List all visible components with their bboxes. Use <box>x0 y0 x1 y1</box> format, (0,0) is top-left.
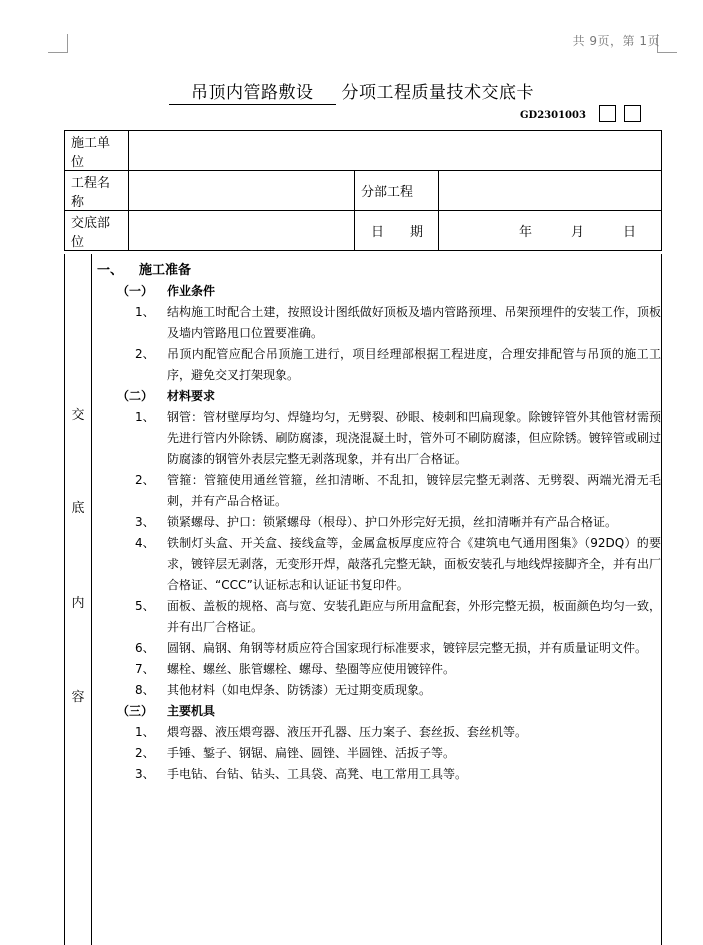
item-num: 2、 <box>135 746 155 760</box>
location-value[interactable] <box>129 211 355 251</box>
subsection-num: （一） <box>117 284 154 298</box>
crop-mark-right-h <box>657 52 677 53</box>
item-num: 1、 <box>135 305 155 319</box>
side-char-4: 容 <box>71 690 85 705</box>
unit-value[interactable] <box>129 131 662 171</box>
item-text: 其他材料（如电焊条、防锈漆）无过期变质现象。 <box>167 683 432 697</box>
row-unit <box>65 131 662 171</box>
item-text: 手锤、錾子、钢锯、扁锉、圆锉、半圆锉、活扳子等。 <box>167 746 456 760</box>
row-location <box>65 211 662 251</box>
division-value[interactable] <box>439 171 662 211</box>
title-subject: 吊顶内管路敷设 <box>169 83 336 105</box>
title-rest: 分项工程质量技术交底卡 <box>341 83 534 103</box>
content-area <box>64 254 662 945</box>
item-text: 铁制灯头盒、开关盒、接线盒等，金属盒板厚度应符合《建筑电气通用图集》（92DQ）的要求，镀锌层无剥落，无变形开焊，敲落孔完整无缺，面板安装孔与地线焊接脚齐全，并有出厂合格证、“CCC”认证标志和认证证书复印件。 <box>167 536 661 592</box>
item-num: 2、 <box>135 473 155 487</box>
subsection-num: （二） <box>117 389 154 403</box>
list-item <box>91 596 661 638</box>
side-char-2: 底 <box>71 501 85 516</box>
date-label: 日 期 <box>355 211 439 251</box>
project-value[interactable] <box>129 171 355 211</box>
item-num: 6、 <box>135 641 155 655</box>
subsection-title: 材料要求 <box>167 389 216 403</box>
list-item <box>91 344 661 386</box>
crop-mark-left-v <box>67 34 68 52</box>
list-item <box>91 722 661 743</box>
list-item <box>91 533 661 596</box>
list-item <box>91 764 661 785</box>
document-code: GD2301003 <box>520 110 586 121</box>
side-char-1: 交 <box>71 408 85 423</box>
item-text: 煨弯器、液压煨弯器、液压开孔器、压力案子、套丝扳、套丝机等。 <box>167 725 528 739</box>
subsection-heading-2 <box>91 386 661 407</box>
page-info: 共 9页，第 1页 <box>572 34 660 48</box>
location-label: 交底部位 <box>65 211 129 251</box>
item-num: 3、 <box>135 515 155 529</box>
side-char-3: 内 <box>71 596 85 611</box>
list-item <box>91 638 661 659</box>
subsection-title: 主要机具 <box>167 704 216 718</box>
list-item <box>91 512 661 533</box>
item-num: 4、 <box>135 536 155 550</box>
item-num: 3、 <box>135 767 155 781</box>
list-item <box>91 743 661 764</box>
row-project <box>65 171 662 211</box>
section-num: 一、 <box>97 263 124 278</box>
item-num: 5、 <box>135 599 155 613</box>
item-text: 管箍：管箍使用通丝管箍，丝扣清晰、不乱扣，镀锌层完整无剥落、无劈裂、两端光滑无毛刺，并有产品合格证。 <box>167 473 661 508</box>
subsection-title: 作业条件 <box>167 284 216 298</box>
unit-label: 施工单位 <box>65 131 129 171</box>
project-label: 工程名称 <box>65 171 129 211</box>
item-num: 2、 <box>135 347 155 361</box>
item-text: 螺栓、螺丝、胀管螺栓、螺母、垫圈等应使用镀锌件。 <box>167 662 456 676</box>
item-text: 圆钢、扁钢、角钢等材质应符合国家现行标准要求，镀锌层完整无损，并有质量证明文件。 <box>167 641 648 655</box>
list-item <box>91 659 661 680</box>
section-title: 施工准备 <box>139 263 192 278</box>
list-item <box>91 407 661 470</box>
date-value[interactable]: 年 月 日 <box>439 211 662 251</box>
list-item <box>91 680 661 701</box>
checkbox-1[interactable] <box>599 105 616 122</box>
item-num: 1、 <box>135 725 155 739</box>
item-num: 8、 <box>135 683 155 697</box>
subsection-num: （三） <box>117 704 154 718</box>
item-text: 结构施工时配合土建，按照设计图纸做好顶板及墙内管路预埋、吊架预埋件的安装工作，顶板及墙内管路甩口位置要准确。 <box>167 305 661 340</box>
content-text <box>91 260 661 785</box>
list-item <box>91 302 661 344</box>
item-text: 吊顶内配管应配合吊顶施工进行，项目经理部根据工程进度，合理安排配管与吊顶的施工工序，避免交叉打架现象。 <box>167 347 661 382</box>
subsection-heading-1 <box>91 281 661 302</box>
side-label-column <box>65 254 92 945</box>
division-label: 分部工程 <box>355 171 439 211</box>
section-heading <box>91 260 661 281</box>
item-text: 锁紧螺母、护口：锁紧螺母（根母）、护口外形完好无损，丝扣清晰并有产品合格证。 <box>167 515 618 529</box>
item-text: 手电钻、台钻、钻头、工具袋、高凳、电工常用工具等。 <box>167 767 468 781</box>
list-item <box>91 470 661 512</box>
info-table <box>64 130 662 251</box>
item-text: 钢管：管材壁厚均匀、焊缝均匀，无劈裂、砂眼、棱刺和凹扁现象。除镀锌管外其他管材需预先进行管内外除锈、刷防腐漆，现浇混凝土时，管外可不刷防腐漆，但应除锈。镀锌管或刷过防腐漆的钢管外表层完整无剥落现象，并有出厂合格证。 <box>167 410 661 466</box>
checkbox-2[interactable] <box>624 105 641 122</box>
crop-mark-left-h <box>48 52 68 53</box>
item-num: 7、 <box>135 662 155 676</box>
item-num: 1、 <box>135 410 155 424</box>
page-title <box>0 78 703 103</box>
item-text: 面板、盖板的规格、高与宽、安装孔距应与所用盒配套，外形完整无损，板面颜色均匀一致，并有出厂合格证。 <box>167 599 661 634</box>
subsection-heading-3 <box>91 701 661 722</box>
